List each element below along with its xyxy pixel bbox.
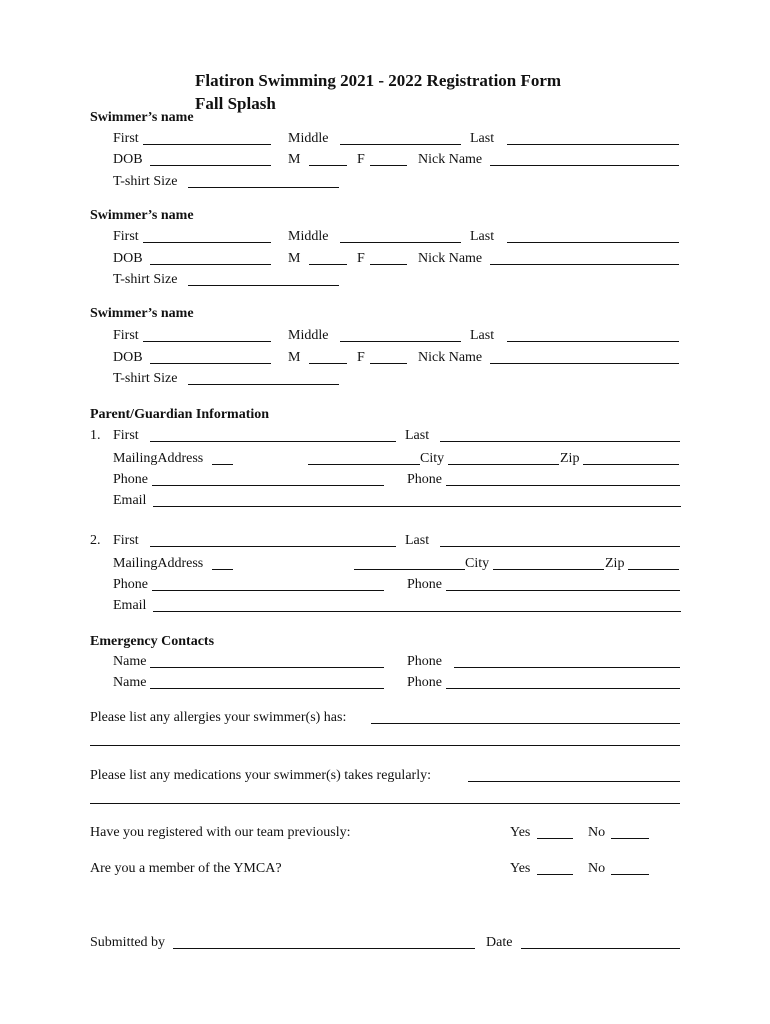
emergency-name-label: Name xyxy=(113,675,147,690)
emergency-phone-field[interactable] xyxy=(446,688,680,689)
first-field[interactable] xyxy=(143,242,271,243)
guardian-city-field[interactable] xyxy=(493,569,604,570)
male-field[interactable] xyxy=(309,363,347,364)
guardian-phone-field[interactable] xyxy=(152,590,384,591)
ymca-no-field[interactable] xyxy=(611,874,649,875)
tshirt-label: T-shirt Size xyxy=(113,174,178,189)
guardian-mailing-label: MailingAddress xyxy=(113,451,204,466)
last-field[interactable] xyxy=(507,144,679,145)
guardian-zip-label: Zip xyxy=(605,556,625,571)
ymca-prompt: Are you a member of the YMCA? xyxy=(90,861,282,876)
allergies-field[interactable] xyxy=(371,723,680,724)
guardian-first-label: First xyxy=(113,428,139,443)
male-field[interactable] xyxy=(309,264,347,265)
first-label: First xyxy=(113,229,139,244)
date-label: Date xyxy=(486,935,513,950)
guardian-last-field[interactable] xyxy=(440,546,680,547)
female-label: F xyxy=(357,251,365,266)
guardian-zip-label: Zip xyxy=(560,451,580,466)
guardian-city-field[interactable] xyxy=(448,464,559,465)
nick-name-field[interactable] xyxy=(490,264,679,265)
form-subtitle: Fall Splash xyxy=(195,94,276,113)
guardian-mailing-field-2[interactable] xyxy=(308,464,420,465)
nick-name-field[interactable] xyxy=(490,363,679,364)
tshirt-field[interactable] xyxy=(188,285,339,286)
last-label: Last xyxy=(470,229,495,244)
guardian-mailing-field-2[interactable] xyxy=(354,569,465,570)
guardian-email-field[interactable] xyxy=(153,506,681,507)
male-field[interactable] xyxy=(309,165,347,166)
parent-guardian-heading: Parent/Guardian Information xyxy=(90,407,270,422)
nick-name-label: Nick Name xyxy=(418,152,483,167)
guardian-2-number: 2. xyxy=(90,533,101,548)
guardian-zip-field[interactable] xyxy=(583,464,679,465)
medications-prompt: Please list any medications your swimmer(s) takes regularly: xyxy=(90,768,431,783)
swimmer-name-heading: Swimmer’s name xyxy=(90,208,194,223)
registered-prompt: Have you registered with our team previously: xyxy=(90,825,351,840)
guardian-phone-label: Phone xyxy=(113,577,148,592)
tshirt-field[interactable] xyxy=(188,384,339,385)
last-field[interactable] xyxy=(507,242,679,243)
guardian-phone-2-field[interactable] xyxy=(446,590,680,591)
submitted-by-label: Submitted by xyxy=(90,935,166,950)
last-label: Last xyxy=(470,131,495,146)
guardian-1-number: 1. xyxy=(90,428,101,443)
guardian-phone-2-label: Phone xyxy=(407,577,442,592)
tshirt-field[interactable] xyxy=(188,187,339,188)
middle-field[interactable] xyxy=(340,144,461,145)
ymca-yes-field[interactable] xyxy=(537,874,573,875)
guardian-mailing-field[interactable] xyxy=(212,569,233,570)
middle-label: Middle xyxy=(288,328,329,343)
guardian-email-label: Email xyxy=(113,493,147,508)
form-title: Flatiron Swimming 2021 - 2022 Registration Form xyxy=(195,71,562,90)
male-label: M xyxy=(288,251,301,266)
emergency-name-field[interactable] xyxy=(150,688,384,689)
nick-name-label: Nick Name xyxy=(418,350,483,365)
emergency-phone-label: Phone xyxy=(407,654,442,669)
dob-field[interactable] xyxy=(150,264,271,265)
female-field[interactable] xyxy=(370,363,407,364)
first-label: First xyxy=(113,131,139,146)
middle-field[interactable] xyxy=(340,341,461,342)
ymca-yes-label: Yes xyxy=(510,861,531,876)
guardian-mailing-label: MailingAddress xyxy=(113,556,204,571)
nick-name-label: Nick Name xyxy=(418,251,483,266)
guardian-city-label: City xyxy=(420,451,445,466)
date-field[interactable] xyxy=(521,948,680,949)
guardian-city-label: City xyxy=(465,556,490,571)
last-label: Last xyxy=(470,328,495,343)
guardian-last-label: Last xyxy=(405,533,430,548)
emergency-phone-field[interactable] xyxy=(454,667,680,668)
guardian-phone-field[interactable] xyxy=(152,485,384,486)
guardian-last-label: Last xyxy=(405,428,430,443)
nick-name-field[interactable] xyxy=(490,165,679,166)
middle-label: Middle xyxy=(288,131,329,146)
registered-no-field[interactable] xyxy=(611,838,649,839)
registered-yes-label: Yes xyxy=(510,825,531,840)
registered-no-label: No xyxy=(588,825,606,840)
registered-yes-field[interactable] xyxy=(537,838,573,839)
medications-field[interactable] xyxy=(468,781,680,782)
first-field[interactable] xyxy=(143,144,271,145)
swimmer-name-heading: Swimmer’s name xyxy=(90,306,194,321)
dob-label: DOB xyxy=(113,251,143,266)
submitted-by-field[interactable] xyxy=(173,948,475,949)
guardian-email-field[interactable] xyxy=(153,611,681,612)
guardian-first-field[interactable] xyxy=(150,546,396,547)
guardian-mailing-field[interactable] xyxy=(212,464,233,465)
guardian-phone-2-label: Phone xyxy=(407,472,442,487)
middle-field[interactable] xyxy=(340,242,461,243)
guardian-email-label: Email xyxy=(113,598,147,613)
first-field[interactable] xyxy=(143,341,271,342)
tshirt-label: T-shirt Size xyxy=(113,371,178,386)
guardian-phone-2-field[interactable] xyxy=(446,485,680,486)
guardian-first-label: First xyxy=(113,533,139,548)
female-label: F xyxy=(357,152,365,167)
last-field[interactable] xyxy=(507,341,679,342)
dob-label: DOB xyxy=(113,350,143,365)
guardian-phone-label: Phone xyxy=(113,472,148,487)
emergency-heading: Emergency Contacts xyxy=(90,634,215,649)
ymca-no-label: No xyxy=(588,861,606,876)
dob-field[interactable] xyxy=(150,363,271,364)
dob-label: DOB xyxy=(113,152,143,167)
tshirt-label: T-shirt Size xyxy=(113,272,178,287)
emergency-name-field[interactable] xyxy=(150,667,384,668)
emergency-name-label: Name xyxy=(113,654,147,669)
guardian-last-field[interactable] xyxy=(440,441,680,442)
female-field[interactable] xyxy=(370,264,407,265)
male-label: M xyxy=(288,350,301,365)
medications-field-2[interactable] xyxy=(90,803,680,804)
guardian-zip-field[interactable] xyxy=(628,569,679,570)
female-field[interactable] xyxy=(370,165,407,166)
allergies-prompt: Please list any allergies your swimmer(s) has: xyxy=(90,710,347,725)
emergency-phone-label: Phone xyxy=(407,675,442,690)
guardian-first-field[interactable] xyxy=(150,441,396,442)
male-label: M xyxy=(288,152,301,167)
dob-field[interactable] xyxy=(150,165,271,166)
female-label: F xyxy=(357,350,365,365)
middle-label: Middle xyxy=(288,229,329,244)
allergies-field-2[interactable] xyxy=(90,745,680,746)
first-label: First xyxy=(113,328,139,343)
swimmer-name-heading: Swimmer’s name xyxy=(90,110,194,125)
